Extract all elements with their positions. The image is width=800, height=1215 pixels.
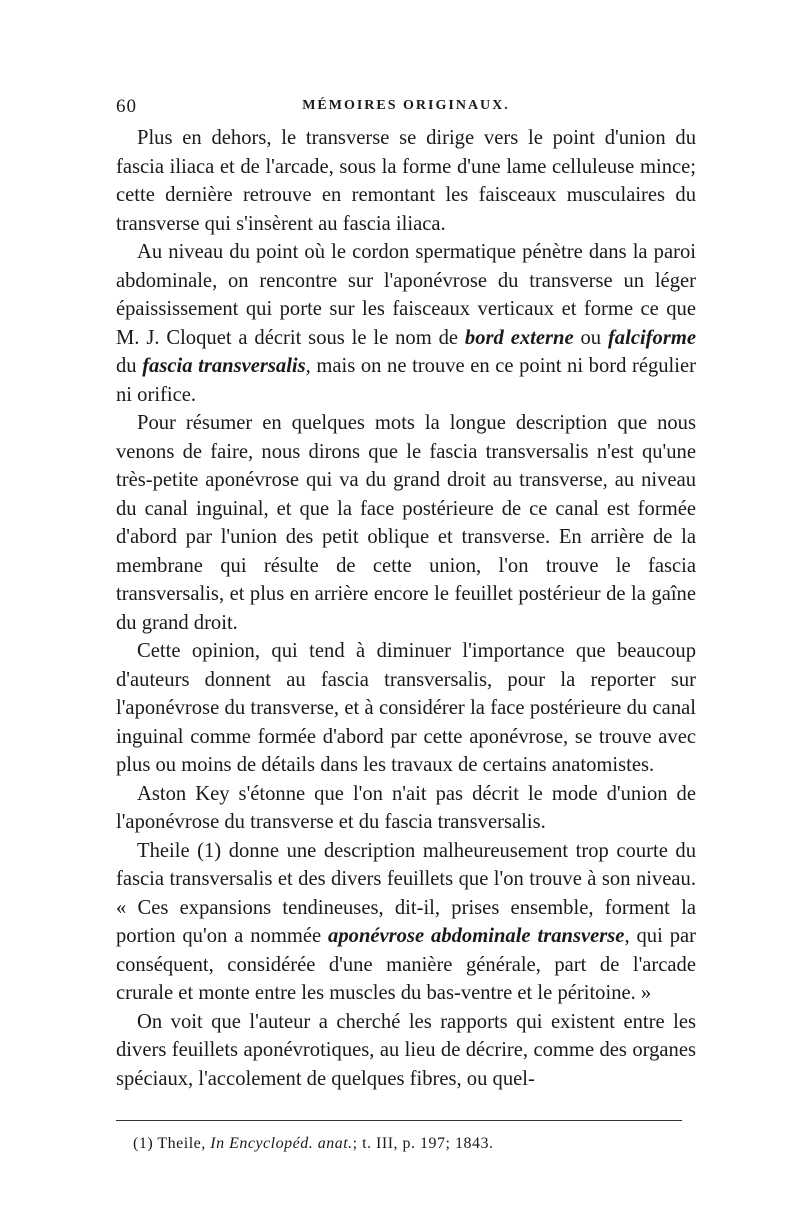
text-run: Aston Key s'étonne que l'on n'ait pas décrit le mode d'union de l'aponévrose du transverse et du fascia transversalis. [116, 782, 696, 833]
footnote-rest: ; t. III, p. 197; 1843. [352, 1135, 494, 1152]
paragraph [116, 780, 696, 837]
paragraph [116, 837, 696, 1008]
page-header [116, 96, 696, 118]
running-head: MÉMOIRES ORIGINAUX. [302, 98, 510, 113]
text-run: ou [573, 326, 608, 349]
paragraph [116, 124, 696, 238]
italic-term: falciforme [607, 326, 697, 349]
italic-term: aponévrose abdominale transverse [328, 925, 625, 947]
text-run: On voit que l'auteur a cherché les rapports qui existent entre les divers feuillets aponévrotiques, au lieu de décrire, comme des organes spéciaux, l'accolement de quelques fibres, ou quel- [116, 1010, 696, 1090]
paragraph [116, 1008, 696, 1094]
footnote-rule [116, 1120, 682, 1121]
text-run: Plus en dehors, le transverse se dirige vers le point d'union du fascia iliaca et de l'arcade, sous la forme d'une lame celluleuse mince; cette dernière retrouve en remontant les faisceaux musculaires du transverse qui s'insèrent au fascia iliaca. [116, 127, 696, 235]
text-run: , mais on ne trouve en ce point ni bord régulier ni orifice. [116, 355, 697, 406]
text-run: , qui par conséquent, considérée d'une manière générale, part de l'arcade crurale et monte entre les muscles du bas-ventre et le péritoine. » [116, 925, 696, 1004]
paragraph [116, 637, 696, 780]
footnote-title: In Encyclopéd. anat. [210, 1135, 353, 1152]
paragraph [116, 409, 696, 637]
italic-term: bord externe [464, 326, 574, 349]
text-run: du [116, 355, 143, 377]
text-run: Pour résumer en quelques mots la longue description que nous venons de faire, nous dirons que le fascia transversalis n'est qu'une très-petite aponévrose qui va du grand droit au transverse, au niveau du canal inguinal, et que la face postérieure de ce canal est formée d'abord par l'union des petit oblique et transverse. En arrière de la membrane qui résulte de cette union, l'on trouve le fascia transversalis, et plus en arrière encore le feuillet postérieur de la gaîne du grand droit. [116, 412, 696, 634]
text-run: Cette opinion, qui tend à diminuer l'importance que beaucoup d'auteurs donnent au fascia transversalis, pour la reporter sur l'aponévrose du transverse, et à considérer la face postérieure du canal inguinal comme formée d'abord par cette aponévrose, se trouve avec plus ou moins de détails dans les travaux de certains anatomistes. [116, 640, 696, 776]
footnote-marker: (1) Theile, [133, 1135, 211, 1152]
text-run: Theile (1) donne une description malheureusement trop courte du fascia transversalis et des divers feuillets que l'on trouve à son niveau. « Ces expansions tendineuses, dit-il, prises ensemble, forment la portion qu'on a nommée [116, 839, 696, 947]
page-number: 60 [116, 96, 137, 117]
text-run: Au niveau du point où le cordon spermatique pénètre dans la paroi abdominale, on rencontre sur l'aponévrose du transverse un léger épaississement qui porte sur les faisceaux verticaux et forme ce que M. J. Cloquet a décrit sous le le nom de [116, 241, 696, 349]
body-text [116, 124, 696, 1093]
paragraph [116, 238, 696, 409]
italic-term: fascia transversalis [142, 355, 306, 377]
footnote [133, 1134, 693, 1154]
